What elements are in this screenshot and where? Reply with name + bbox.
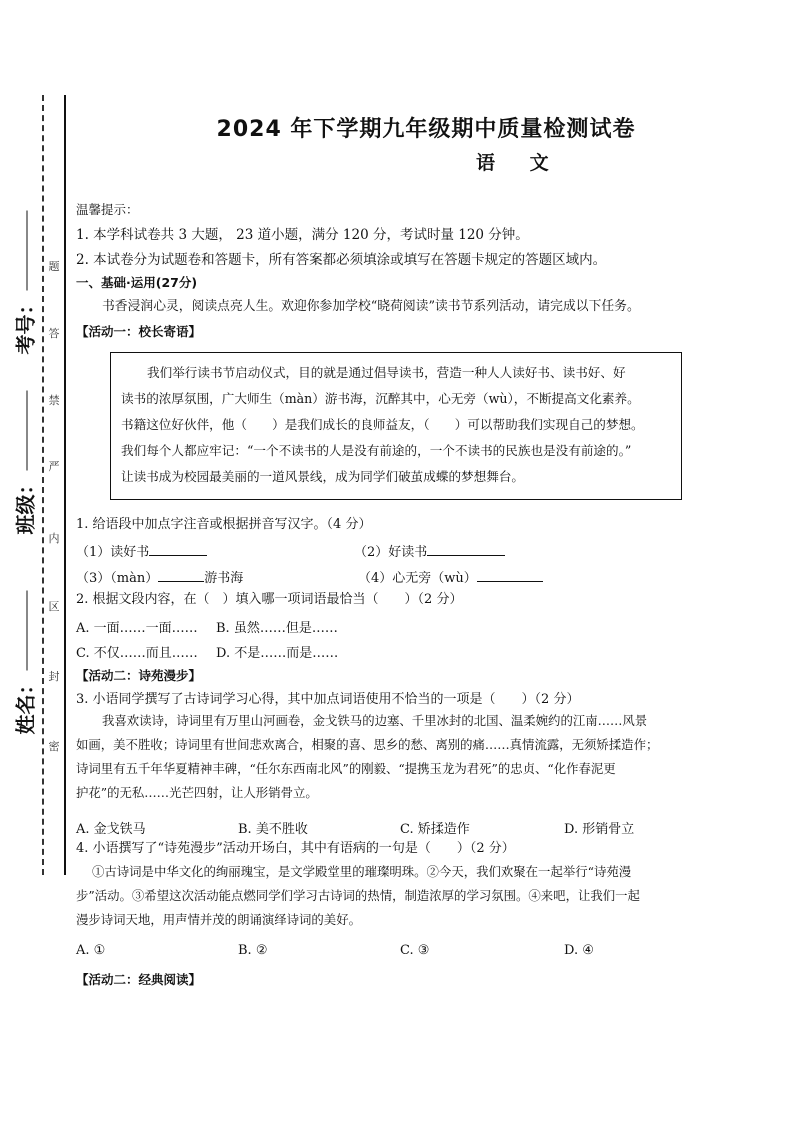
q4-option-b: B. ② xyxy=(238,943,268,958)
activity-heading: 【活动一：校长寄语】 xyxy=(76,324,202,339)
exam-title: 2024 年下学期九年级期中质量检测试卷 xyxy=(216,117,636,142)
activity-heading: 【活动二：经典阅读】 xyxy=(76,972,202,987)
principal-message: 我们举行读书节启动仪式，目的就是通过倡导读书，营造一种人人读好书、读书好、好 读书的浓厚氛围，广大师生（màn）游书海，沉醉其中，心无旁（wù），不断提高文化素养。 书籍这位好伙伴，他（ ）是我们成长的良师益友，（ ）可以帮助我们实现自己的梦想。 我们每个人都应牢记：“一个不读书的人是没有前途的，一个不读书的民族也是没有前途的。” 让读书成为校园最美丽的一道风景线，成为同学们破茧成蝶的梦想舞台。 xyxy=(121,365,644,484)
section-heading: 一、基础·运用(27分) xyxy=(76,275,198,290)
binding-dashed-line xyxy=(42,95,44,875)
q3-passage: 我喜欢读诗，诗词里有万里山河画卷，金戈铁马的边塞、千里冰封的北国、温柔婉约的江南……风景 如画，美不胜收；诗词里有世间悲欢离合，相聚的喜、思乡的愁、离别的痛……真情流露，无须矫揉造作； 诗词里有五千年华夏精神丰碑，“任尔东西南北风”的刚毅、“提携玉龙为君死”的忠贞、“化作春泥更 护花”的无私……光芒四射，让人形销骨立。 xyxy=(76,713,659,800)
question-3-stem: 3. 小语同学撰写了古诗词学习心得，其中加点词语使用不恰当的一项是（ ）（2 分） xyxy=(76,692,580,707)
class-field[interactable]: 班级： xyxy=(10,395,39,535)
seal-char: 严 xyxy=(48,460,60,473)
q4-option-c: C. ③ xyxy=(400,943,430,958)
principal-message-box xyxy=(110,352,682,500)
q4-option-d: D. ④ xyxy=(564,943,594,958)
q1-item-1: （1）读好书 xyxy=(76,541,207,560)
section-intro: 书香浸润心灵，阅读点亮人生。欢迎你参加学校“晓荷阅读”读书节系列活动，请完成以下任务。 xyxy=(102,299,640,314)
student-info-fields xyxy=(14,250,36,750)
name-field[interactable]: 姓名： xyxy=(10,595,39,735)
q1-item-4: （4）心无旁（wù） xyxy=(358,567,543,586)
q3-option-d: D. 形销骨立 xyxy=(564,822,635,837)
q3-option-c: C. 矫揉造作 xyxy=(400,822,470,837)
question-4-stem: 4. 小语撰写了“诗苑漫步”活动开场白，其中有语病的一句是（ ）（2 分） xyxy=(76,841,515,856)
question-2-stem: 2. 根据文段内容，在（ ）填入哪一项词语最恰当（ ）（2 分） xyxy=(76,592,463,607)
subject-title: 语 文 xyxy=(476,152,563,174)
seal-char: 答 xyxy=(48,327,60,340)
q3-option-b: B. 美不胜收 xyxy=(238,822,308,837)
exam-number-field[interactable]: 考号： xyxy=(10,215,39,355)
q2-option-c: C. 不仅……而且…… xyxy=(76,646,198,661)
q2-option-b: B. 虽然……但是…… xyxy=(216,621,338,636)
q2-option-d: D. 不是……而是…… xyxy=(216,646,339,661)
seal-char: 禁 xyxy=(48,394,60,407)
notice-item: 1. 本学科试卷共 3 大题， 23 道小题，满分 120 分，考试时量 120 分钟。 xyxy=(76,227,529,243)
seal-char: 封 xyxy=(48,670,60,683)
notice-heading: 温馨提示： xyxy=(76,202,139,217)
seal-char: 密 xyxy=(48,740,60,753)
q4-option-a: A. ① xyxy=(76,943,106,958)
q3-option-a: A. 金戈铁马 xyxy=(76,822,146,837)
seal-char: 内 xyxy=(48,532,60,545)
seal-char: 区 xyxy=(48,600,60,613)
activity-heading: 【活动二：诗苑漫步】 xyxy=(76,668,202,683)
binding-solid-line xyxy=(64,95,66,875)
q2-option-a: A. 一面……一面…… xyxy=(76,621,198,636)
notice-item: 2. 本试卷分为试题卷和答题卡，所有答案都必须填涂或填写在答题卡规定的答题区域内。 xyxy=(76,252,607,268)
question-1-stem: 1. 给语段中加点字注音或根据拼音写汉字。（4 分） xyxy=(76,517,372,532)
seal-char: 题 xyxy=(48,260,60,273)
q4-passage: ①古诗词是中华文化的绚丽瑰宝，是文学殿堂里的璀璨明珠。②今天，我们欢聚在一起举行“诗苑漫 步”活动。③希望这次活动能点燃同学们学习古诗词的热情，制造浓厚的学习氛围。④来吧，让我们一起 漫步诗词天地，用声情并茂的朗诵演绎诗词的美好。 xyxy=(76,864,640,927)
q1-item-3: （3）（màn） 游书海 xyxy=(76,571,244,586)
q1-item-2: （2）好读书 xyxy=(354,541,505,560)
